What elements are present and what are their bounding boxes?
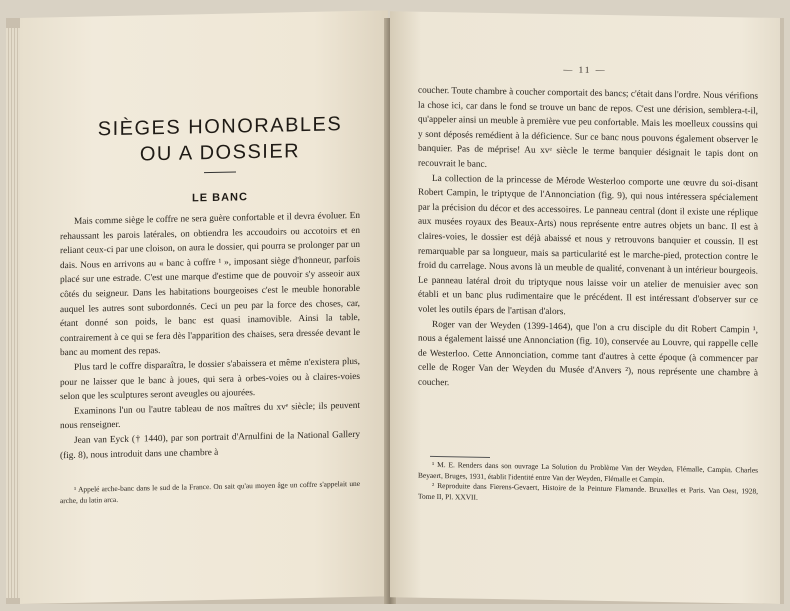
chapter-title-line-2: OU A DOSSIER: [139, 140, 301, 166]
chapter-title: [70, 111, 370, 169]
right-body-text: [418, 84, 758, 396]
right-footnotes: [418, 460, 758, 508]
paragraph: Roger van der Weyden (1399-1464), que l'on a cru disciple du dit Robert Campin ¹, nous a également laissé une Annonciation (fig. 10), conservée au Louvre, qui rappelle celle de Westerloo. Cette Annonciation, comme tant d'autres à cette époque (à commencer par celle de Roger Van der Weyden du Musée d'Anvers ²), nous représente une chambre à coucher.: [418, 319, 758, 389]
paragraph: Plus tard le coffre disparaîtra, le dossier s'abaissera et même n'existera plus, pour ne laisser que le banc à joues, qui sera à orbes-voies ou à claires-voies selon que les sculptures seront aveugles ou ajourées.: [60, 356, 360, 403]
paragraph: Examinons l'un ou l'autre tableau de nos maîtres du xvᵉ siècle; ils peuvent nous renseigner.: [60, 400, 360, 432]
left-body-text: [60, 209, 360, 463]
footnote-divider: [430, 456, 490, 458]
paragraph: La collection de la princesse de Mérode Westerloo comporte une œuvre du soi-disant Robert Campin, le triptyque de l'Annonciation (fig. 9), qui nous intéressera spécialement par la précision du décor et des accessoires. Le panneau central (dont il existe une réplique aux musées royaux des Beaux-Arts) nous représente entre autres objets un banc. Il est à claires-voies, le dossier est déjà abaissé et nous y retrouvons banquier et coussin. Il est remarquable par sa longueur, mais sa particularité est le marche-pied, protection contre le froid du carrelage. Nous avons là un meuble de qualité, convenant à un intérieur bourgeois. Le panneau latéral droit du triptyque nous laisse voir un atelier de menuisier avec son établi et un banc plus rudimentaire que le précédent. Il est intéressant d'observer sur ce volet les outils épars de l'artisan d'alors.: [418, 173, 758, 318]
section-heading: LE BANC: [192, 191, 248, 205]
page-number: — 11 —: [563, 64, 607, 75]
title-divider: [204, 171, 236, 173]
left-page: [20, 10, 388, 604]
open-book: [6, 18, 784, 604]
right-page: [390, 11, 780, 604]
left-footnote: [60, 479, 360, 506]
paragraph: Jean van Eyck († 1440), par son portrait d'Arnulfini de la National Gallery (fig. 8), nous introduit dans une chambre à: [60, 429, 360, 461]
footnote: ² Reproduite dans Fierens-Gevaert, Histoire de la Peinture Flamande. Bruxelles et Paris. Van Oest, 1928, Tome II, Pl. XXVII.: [418, 480, 758, 502]
footnote: ¹ Appelé arche-banc dans le sud de la France. On sait qu'au moyen âge un coffre s'appelait une arche, du latin arca.: [60, 478, 360, 505]
chapter-title-line-1: SIÈGES HONORABLES: [97, 113, 343, 141]
paragraph: coucher. Toute chambre à coucher comportait des bancs; c'était dans l'ordre. Nous vérifions la chose ici, car dans le fond se trouve un banc de repos. C'est une dérision, semblera-t-il, qu'appeler ainsi un meuble à première vue peu confortable. Mais les moelleux coussins qui y sont déposés remédient à la déficience. Sur ce banc nous pouvons également observer le banquier. Pas de méprise! Au xvᵉ siècle le terme banquier désignait le tapis dont on recouvrait le banc.: [418, 85, 758, 170]
paragraph: Mais comme siège le coffre ne sera guère confortable et il devra évoluer. En rehaussant les parois latérales, on obtiendra les accoudoirs ou accotoirs et en reliant ceux-ci par une cloison, on aura le dossier, qui pourra se prolonger par un dais. Nous en arrivons au « banc à coffre ¹ », imposant siège d'honneur, parfois placé sur une estrade. C'est une marque d'estime que de pouvoir s'y asseoir aux côtés du seigneur. Dans les habitations bourgeoises c'est le meuble honorable auquel les autres sont subordonnés. Ceci un peu par la force des choses, car, étant donné son poids, le banc est quasi inamovible. Ainsi la table, contrairement à ce qui se fera dès l'apparition des chaises, sera dressée devant le banc au moment des repas.: [60, 210, 360, 359]
footnote: ¹ M. E. Renders dans son ouvrage La Solution du Problème Van der Weyden, Flémalle, Campin. Charles Beyaert, Bruges, 1931, établit l'identité entre Van der Weyden, Flémalle et Campin.: [418, 459, 758, 484]
